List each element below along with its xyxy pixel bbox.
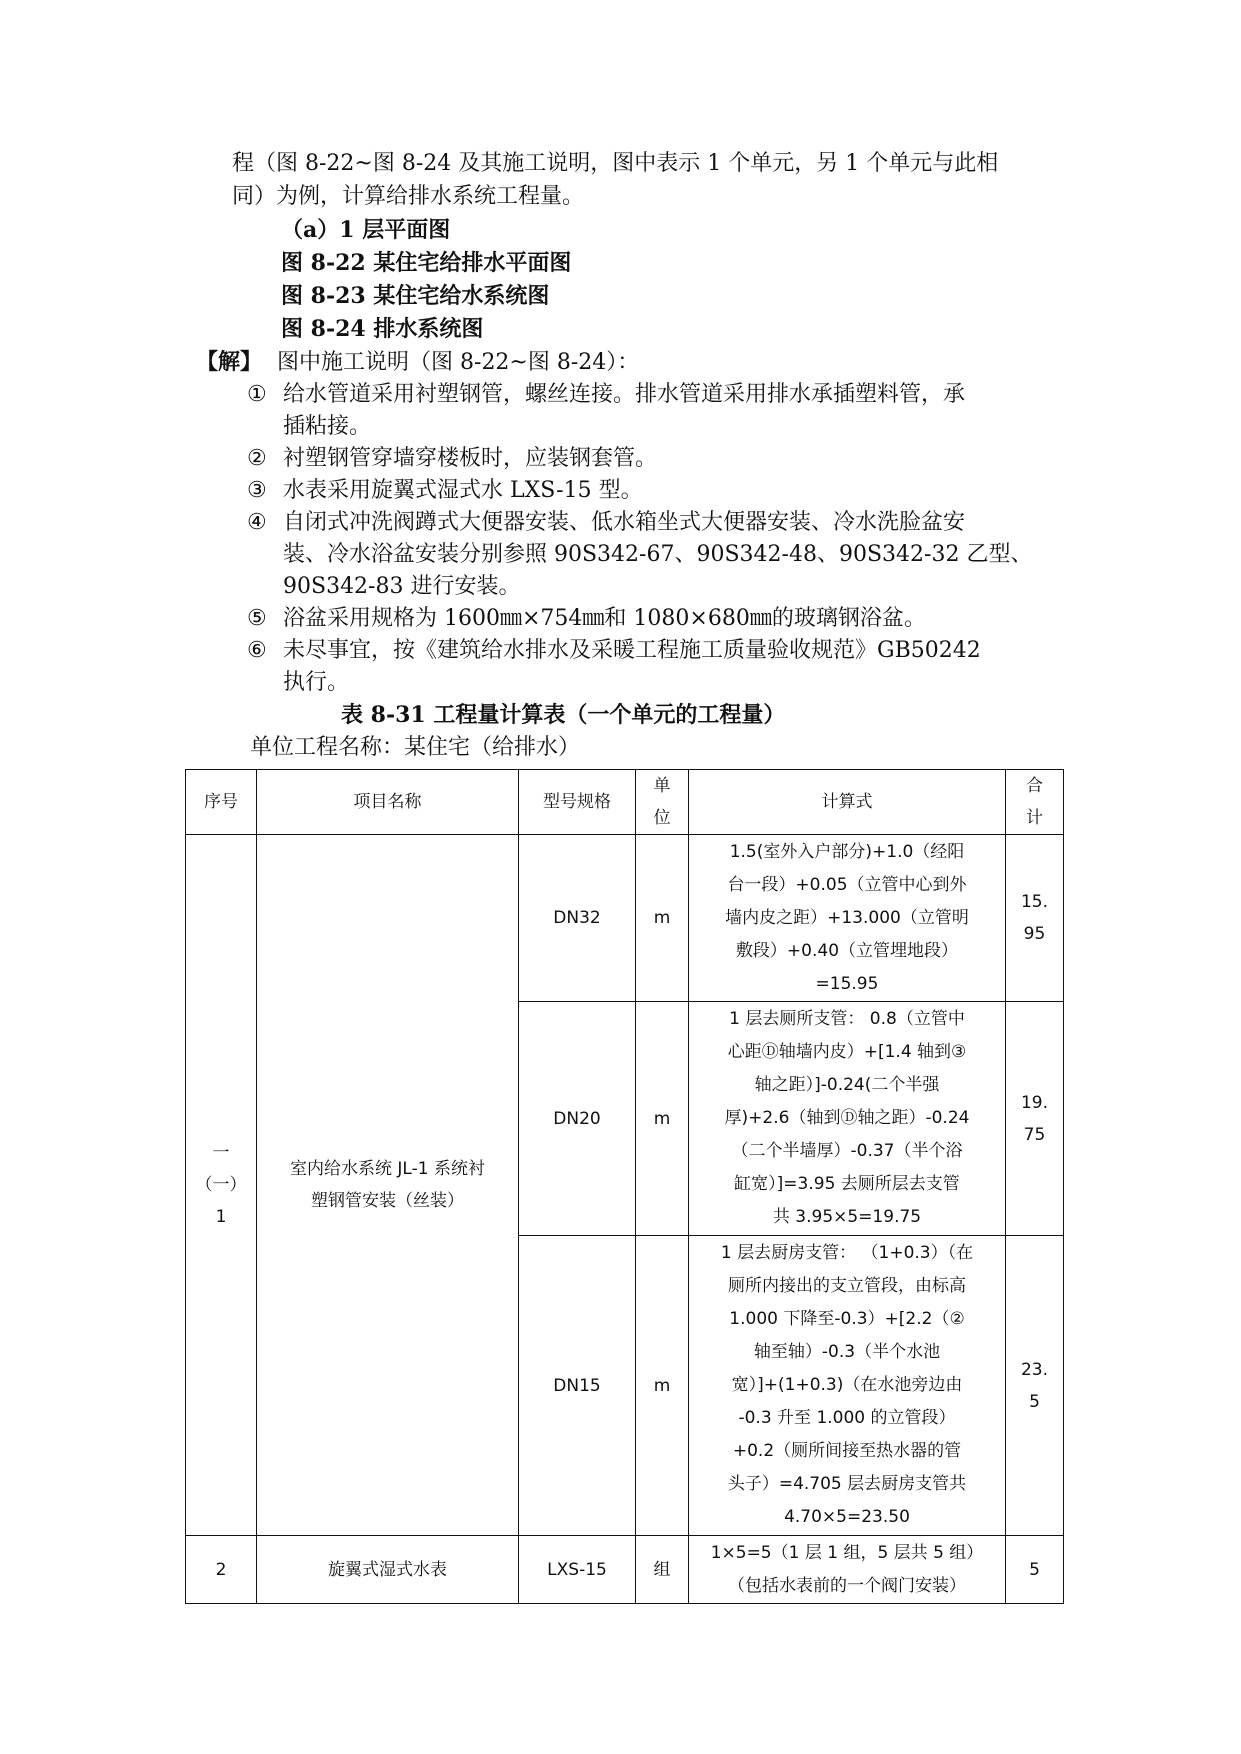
table-row <box>186 1536 1064 1604</box>
table-row <box>186 835 1064 1002</box>
note-text: 衬塑钢管穿墙穿楼板时，应装钢套管。 <box>283 446 658 471</box>
note-text: 自闭式冲洗阀蹲式大便器安装、低水箱坐式大便器安装、冷水洗脸盆安 <box>283 510 966 535</box>
solution-label: 【解】 <box>196 349 263 375</box>
note-marker: ② <box>247 446 267 471</box>
cell-formula: 1.5(室外入户部分)+1.0（经阳 台一段）+0.05（立管中心到外 墙内皮之距）+13.000（立管明 敷段）+0.40（立管埋地段） =15.95 <box>689 835 1006 1002</box>
note-4-cont-2: 90S342-83 进行安装。 <box>283 574 521 599</box>
cell-unit: m <box>636 1002 689 1236</box>
figure-caption-8-22: 图 8-22 某住宅给排水平面图 <box>281 250 572 276</box>
cell-unit: m <box>636 1236 689 1536</box>
header-name: 项目名称 <box>257 770 519 835</box>
solution-line <box>196 347 639 378</box>
note-marker: ⑥ <box>247 638 267 663</box>
cell-total: 23. 5 <box>1006 1236 1064 1536</box>
note-3 <box>247 476 643 506</box>
cell-spec: LXS-15 <box>519 1536 636 1604</box>
cell-formula: 1×5=5（1 层 1 组，5 层共 5 组） （包括水表前的一个阀门安装） <box>689 1536 1006 1604</box>
table-header-row <box>186 770 1064 835</box>
cell-spec: DN15 <box>519 1236 636 1536</box>
note-marker: ④ <box>247 510 267 535</box>
intro-line-1: 程（图 8-22~图 8-24 及其施工说明，图中表示 1 个单元，另 1 个单元与此相 <box>232 151 999 176</box>
note-4 <box>247 508 965 538</box>
cell-name: 旋翼式湿式水表 <box>257 1536 519 1604</box>
note-text: 浴盆采用规格为 1600㎜×754㎜和 1080×680㎜的玻璃钢浴盆。 <box>283 606 926 631</box>
header-formula: 计算式 <box>689 770 1006 835</box>
intro-line-2: 同）为例，计算给排水系统工程量。 <box>232 184 585 209</box>
cell-total: 15. 95 <box>1006 835 1064 1002</box>
figure-caption-8-24: 图 8-24 排水系统图 <box>281 316 484 342</box>
table-title: 表 8-31 工程量计算表（一个单元的工程量） <box>341 702 786 728</box>
note-1-cont: 插粘接。 <box>283 414 372 439</box>
cell-spec: DN20 <box>519 1002 636 1236</box>
header-unit: 单 位 <box>636 770 689 835</box>
header-seq: 序号 <box>186 770 257 835</box>
figure-caption-8-23: 图 8-23 某住宅给水系统图 <box>281 283 550 309</box>
note-1 <box>247 380 965 410</box>
cell-name: 室内给水系统 JL-1 系统衬 塑钢管安装（丝装） <box>257 835 519 1536</box>
note-text: 未尽事宜，按《建筑给水排水及采暖工程施工质量验收规范》GB50242 <box>283 638 981 663</box>
note-text: 给水管道采用衬塑钢管，螺丝连接。排水管道采用排水承插塑料管，承 <box>283 382 966 407</box>
cell-unit: 组 <box>636 1536 689 1604</box>
note-marker: ① <box>247 382 267 407</box>
quantity-table <box>185 769 1064 1604</box>
figure-caption-a: （a）1 层平面图 <box>281 217 451 243</box>
header-spec: 型号规格 <box>519 770 636 835</box>
cell-formula: 1 层去厨房支管： （1+0.3）（在 厕所内接出的支立管段，由标高 1.000 下降至-0.3）+[2.2（② 轴至轴）-0.3（半个水池 宽）]+(1+0.3)（在水池旁边由 -0.3 升至 1.000 的立管段） +0.2（厕所间接至热水器的管 头子）=4.705 层去厨房支管共 4.70×5=23.50 <box>689 1236 1006 1536</box>
note-4-cont-1: 装、冷水浴盆安装分别参照 90S342-67、90S342-48、90S342-32 乙型、 <box>283 542 1033 567</box>
note-marker: ③ <box>247 478 267 503</box>
cell-total: 5 <box>1006 1536 1064 1604</box>
note-marker: ⑤ <box>247 606 267 631</box>
unit-project-name: 单位工程名称：某住宅（给排水） <box>250 735 581 760</box>
cell-total: 19. 75 <box>1006 1002 1064 1236</box>
note-5 <box>247 604 926 634</box>
note-6 <box>247 636 981 666</box>
cell-unit: m <box>636 835 689 1002</box>
note-6-cont: 执行。 <box>283 670 350 695</box>
note-2 <box>247 444 657 474</box>
cell-seq: 2 <box>186 1536 257 1604</box>
note-text: 水表采用旋翼式湿式水 LXS-15 型。 <box>283 478 643 503</box>
cell-seq: 一 （一） 1 <box>186 835 257 1536</box>
solution-text: 图中施工说明（图 8-22~图 8-24）： <box>277 350 640 375</box>
cell-spec: DN32 <box>519 835 636 1002</box>
header-total: 合 计 <box>1006 770 1064 835</box>
cell-formula: 1 层去厕所支管： 0.8（立管中 心距Ⓓ轴墙内皮）+[1.4 轴到③ 轴之距）]-0.24(二个半强 厚)+2.6（轴到Ⓓ轴之距）-0.24 （二个半墙厚）-0.37（半个浴 缸宽）]=3.95 去厕所层去支管 共 3.95×5=19.75 <box>689 1002 1006 1236</box>
